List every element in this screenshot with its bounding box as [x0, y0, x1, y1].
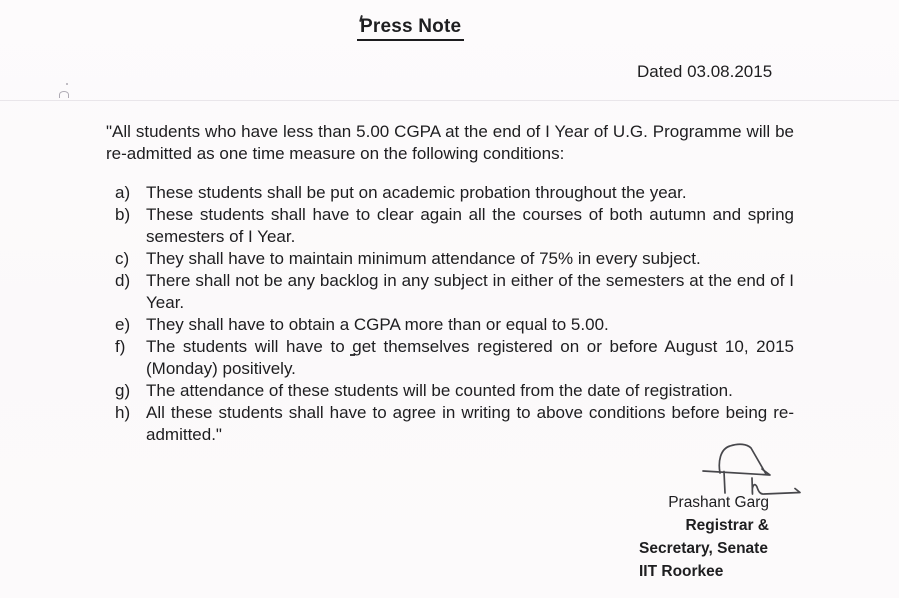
condition-item	[115, 270, 794, 314]
condition-text: There shall not be any backlog in any subject in either of the semesters at the end of I Year.	[146, 271, 794, 312]
signatory-designation-2: Secretary, Senate	[639, 540, 768, 557]
scan-artifact-squiggle	[59, 91, 69, 98]
condition-item	[115, 314, 794, 336]
scan-artifact-dot	[66, 83, 68, 85]
condition-marker: d)	[115, 271, 131, 290]
condition-marker: c)	[115, 249, 130, 268]
condition-text: They shall have to obtain a CGPA more than or equal to 5.00.	[146, 315, 609, 334]
condition-item	[115, 204, 794, 248]
condition-item	[115, 336, 794, 380]
scan-artifact-line	[0, 100, 899, 101]
signatory-organization: IIT Roorkee	[639, 563, 724, 580]
condition-marker: g)	[115, 381, 131, 400]
condition-marker: e)	[115, 315, 131, 334]
signatory-name: Prashant Garg	[668, 494, 769, 511]
intro-paragraph: "All students who have less than 5.00 CGPA at the end of I Year of U.G. Programme will be re-admitted as one time measure on the following conditions:	[106, 122, 794, 163]
condition-marker: h)	[115, 403, 131, 422]
condition-text: They shall have to maintain minimum attendance of 75% in every subject.	[146, 249, 701, 268]
page-title: Press Note	[357, 16, 464, 41]
signatory-block	[639, 491, 769, 583]
condition-marker: f)	[115, 337, 126, 356]
dated-line: Dated 03.08.2015	[637, 62, 773, 81]
condition-item	[115, 248, 794, 270]
signatory-designation: Registrar &	[685, 517, 769, 534]
condition-text: The attendance of these students will be counted from the date of registration.	[146, 381, 733, 400]
conditions-list	[115, 182, 794, 446]
condition-item	[115, 380, 794, 402]
condition-text: These students shall be put on academic probation throughout the year.	[146, 183, 687, 202]
condition-text: The students will have to get themselves registered on or before August 10, 2015 (Monday) positively.	[146, 337, 794, 378]
condition-text: All these students shall have to agree in writing to above conditions before being re-admitted."	[146, 403, 794, 444]
condition-item	[115, 182, 794, 204]
condition-text: These students shall have to clear again all the courses of both autumn and spring semesters of I Year.	[146, 205, 794, 246]
condition-marker: b)	[115, 205, 131, 224]
condition-marker: a)	[115, 183, 131, 202]
